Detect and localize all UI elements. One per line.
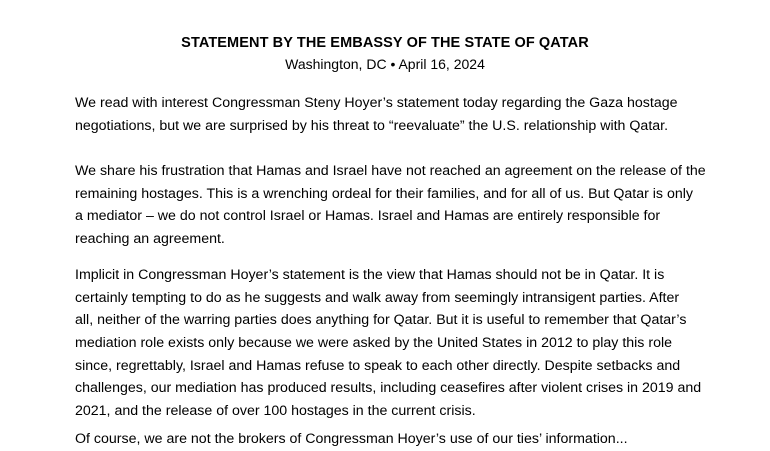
text-line: a mediator – we do not control Israel or Hamas. Israel and Hamas are entirely responsible for <box>75 208 661 225</box>
text-line: We share his frustration that Hamas and Israel have not reached an agreement on the release of the <box>75 163 706 179</box>
text-line: 2021, and the release of over 100 hostages in the current crisis. <box>75 403 476 420</box>
text-line: negotiations, but we are surprised by his threat to “reevaluate” the U.S. relationship with Qatar. <box>75 117 669 134</box>
paragraph-3 <box>75 264 715 423</box>
text-line: remaining hostages. This is a wrenching ordeal for their families, and for all of us. But Qatar is only <box>75 185 693 202</box>
statement-title: STATEMENT BY THE EMBASSY OF THE STATE OF QATAR <box>181 35 589 51</box>
text-line: Implicit in Congressman Hoyer’s statement is the view that Hamas should not be in Qatar. It is <box>75 267 665 283</box>
paragraph-2 <box>75 160 715 251</box>
text-line: challenges, our mediation has produced results, including ceasefires after violent crises in 2019 and <box>75 380 702 397</box>
paragraph-4-partial <box>75 428 715 451</box>
text-line: since, regrettably, Israel and Hamas refuse to speak to each other directly. Despite setbacks and <box>75 357 681 374</box>
text-line: Of course, we are not the brokers of Congressman Hoyer’s use of our ties’ information... <box>75 431 628 447</box>
paragraph-1 <box>75 92 715 137</box>
text-line: certainly tempting to do as he suggests and walk away from seemingly intransigent parties. After <box>75 289 680 306</box>
text-line: all, neither of the warring parties does anything for Qatar. But it is useful to remember that Qatar’s <box>75 312 687 329</box>
text-line: We read with interest Congressman Steny Hoyer’s statement today regarding the Gaza hostage <box>75 95 678 111</box>
text-line: mediation role exists only because we were asked by the United States in 2012 to play this role <box>75 335 672 352</box>
statement-dateline: Washington, DC • April 16, 2024 <box>285 56 485 72</box>
text-line: reaching an agreement. <box>75 231 225 248</box>
